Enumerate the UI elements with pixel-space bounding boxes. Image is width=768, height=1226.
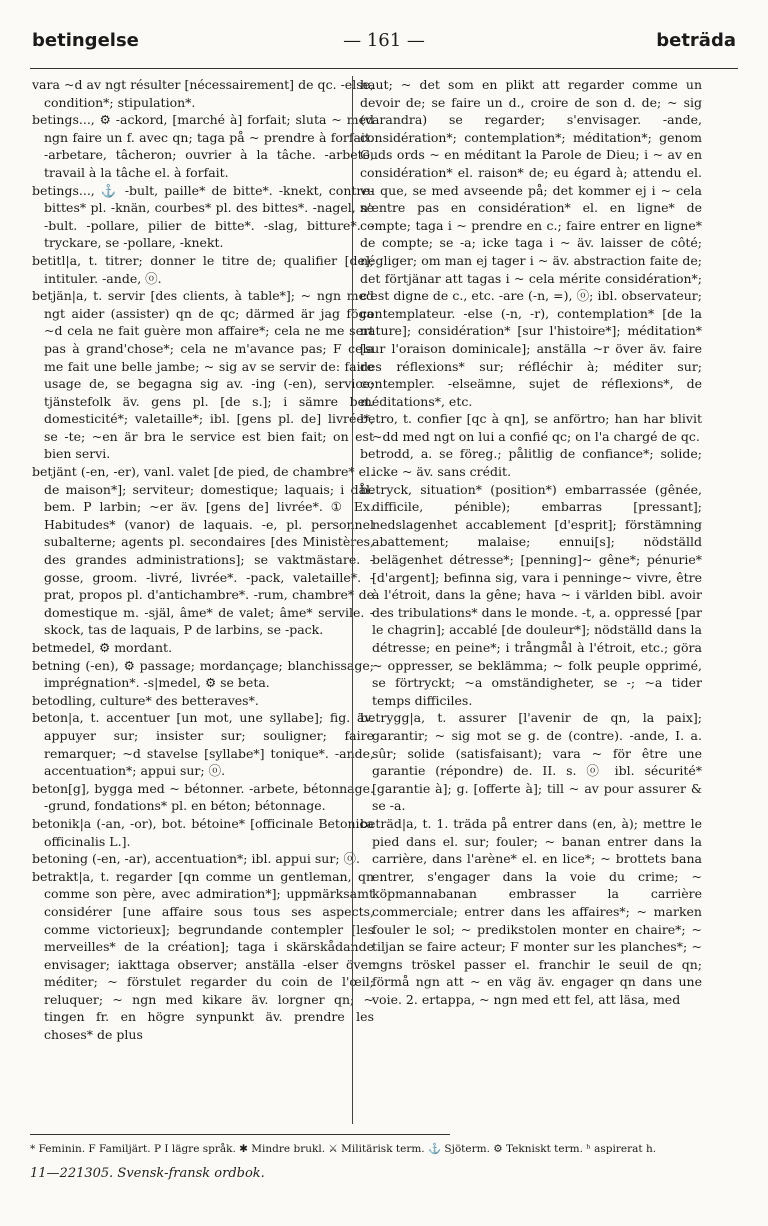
page-header [32,30,736,60]
entry: betrodd, a. se föreg.; pålitlig de confiance*; solide; icke ~ äv. sans crédit. [360,446,702,480]
entry: betrakt|a, t. regarder [qn comme un gentleman, qn comme son père, avec admiration*]; uppmärksamt considérer [une affaire sous tous ses aspects, comme victorieux]; begrundande contempler [les merveilles* de la création]; taga i skärskådande envisager; iakttaga observer; anställa -elser över méditer; ~ förstulet regarder du coin de l'œil; reluquer; ~ ngn med kikare äv. lorgner qn; ~ tingen fr. en högre synpunkt äv. prendre les choses* de plus [32,868,374,1043]
printer-imprint: 11—221305. Svensk-fransk ordbok. [30,1166,265,1181]
entry: beton[g], bygga med ~ bétonner. -arbete, bétonnage. -grund, fondations* pl. en béton; bétonnage. [32,780,374,814]
entry: betryck, situation* (position*) embarrassée (gênée, difficile, pénible); embarras [pressant]; nedslagenhet accablement [d'esprit]; förstämning abattement; malaise; ennui[s]; nödställd belägenhet détresse*; [penning]~ gêne*; pénurie* [d'argent]; befinna sig, vara i penninge~ vivre, être à l'étroit, dans la gêne; hava ~ i världen bibl. avoir des tribulations* dans le monde. -t, a. oppressé [par le chagrin]; accablé [de douleur*]; nödställd dans la détresse; en peine*; i trångmål à l'étroit, etc.; göra ~ oppresser, se beklämma; ~ folk peuple opprimé, se förtryckt; ~a omständigheter, se -; ~a tider temps difficiles. [360,481,702,708]
entry: betitl|a, t. titrer; donner le titre de; qualifier [de]; intituler. -ande, ⓞ. [32,252,374,286]
entry: betings..., ⚙ -ackord, [marché à] forfait; sluta ~ med ngn faire un f. avec qn; taga på ~ prendre à forfait. -arbetare, tâcheron; ouvrier à la tâche. -arbete, travail à la tâche el. à forfait. [32,112,374,180]
entry: betmedel, ⚙ mordant. [32,640,173,655]
entry: betonik|a (-an, -or), bot. bétoine* [officinale Betonica officinalis L.]. [32,815,374,849]
guide-word-left: betingelse [32,30,139,51]
entry: betning (-en), ⚙ passage; mordançage; blanchissage; imprégnation*. -s|medel, ⚙ se beta. [32,657,374,691]
right-column [360,76,702,1126]
column-divider [352,76,353,1124]
entry: betro, t. confier [qc à qn], se anförtro; han har blivit ~dd med ngt on lui a confié qc; on l'a chargé de qc. [360,411,702,444]
entry: betjän|a, t. servir [des clients, à table*]; ~ ngn med ngt aider (assister) qn de qc; därmed är jag föga ~d cela ne fait guère mon affaire*; cela ne me sert pas à grand'chose*; cela ne m'avance pas; F cela me fait une belle jambe; ~ sig av se servir de: faire usage de, se begagna sig av. -ing (-en), service; tjänstefolk äv. gens pl. [de s.]; i sämre bet. domesticité*; valetaille*; ibl. [gens pl. de] livrée*, se -te; ~en är bra le service est bien fait; on est bien servi. [32,288,374,462]
header-rule [30,68,738,69]
footnote-rule [30,1134,450,1135]
entry: betjänt (-en, -er), vanl. valet [de pied, de chambre* el. de maison*]; serviteur; domestique; laquais; i dål. bem. P larbin; ~er äv. [gens de] livrée*. ① Ex. Habitudes* (vanor) de laquais. -e, pl. personnel subalterne; agents pl. secondaires [des Ministères, des grandes administrations]; se vaktmästare. -gosse, groom. -livré, livrée*. -pack, valetaille*. -prat, propos pl. d'antichambre*. -rum, chambre* de domestique m. -själ, âme* de valet; âme* servile. -skock, tas de laquais, P de larbins, se -pack. [32,464,374,638]
entry: vara ~d av ngt résulter [nécessairement] de qc. -else, condition*; stipulation*. [32,77,374,110]
entry: betrygg|a, t. assurer [l'avenir de qn, la paix]; garantir; ~ sig mot se g. de (contre). -ande, I. a. sûr; solide (satisfaisant); vara ~ för être une garantie (répondre) de. II. s. ⓞ ibl. sécurité* [garantie à]; g. [offerte à]; till ~ av pour assurer & se -a. [360,710,702,814]
entry: beträd|a, t. 1. träda på entrer dans (en, à); mettre le pied dans el. sur; fouler; ~ banan entrer dans la carrière, dans l'arène* el. en lice*; ~ brottets bana entrer, s'engager dans la voie du crime; ~ köpmannabanan embrasser la carrière commerciale; entrer dans les affaires*; ~ marken fouler le sol; ~ predikstolen monter en chaire*; ~ tiljan se faire acteur; F monter sur les planches*; ~ ngns tröskel passer el. franchir le seuil de qn; förmå ngn att ~ en väg äv. engager qn dans une voie. 2. ertappa, ~ ngn med ett fel, att läsa, med [360,815,702,1007]
entry: betodling, culture* des betteraves*. [32,692,259,708]
entry: betoning (-en, -ar), accentuation*; ibl. appui sur; ⓞ. [32,851,360,867]
entry: betings..., ⚓ -bult, paille* de bitte*. -knekt, contre-bittes* pl. -knän, courbes* pl. des bittes*. -nagel, se -bult. -pollare, pilier de bitte*. -slag, bitture*. -tryckare, se -pollare, -knekt. [32,182,374,251]
entry: beton|a, t. accentuer [un mot, une syllabe]; fig. äv. appuyer sur; insister sur; souligner; faire remarquer; ~d stavelse [syllabe*] tonique*. -ande, accentuation*; appui sur; ⓞ. [32,710,374,779]
entry-continuation: haut; ~ det som en plikt att regarder comme un devoir de; se faire un d., croire de son d. de; ~ sig (varandra) se regarder; s'envisager. -ande, considération*; contemplation*; méditation*; genom Guds ords ~ en méditant la Parole de Dieu; i ~ av en considération* el. raison* de; eu égard à; attendu el. vu que, se med avseende på; det kommer ej i ~ cela n'entre pas en considération* el. en ligne* de compte; taga i ~ prendre en c.; faire entrer en ligne* de compte; se -a; icke taga i ~ äv. laisser de côté; négliger; om man ej tager i ~ äv. abstraction faite de; det förtjänar att tagas i ~ cela mérite considération*; c'est digne de c., etc. -are (-n, =), ⓞ; ibl. observateur; contemplateur. -else (-n, -r), contemplation* [de la nature]; considération* [sur l'histoire*]; méditation* [sur l'oraison dominicale]; anställa ~r över äv. faire des réflexions* sur; réfléchir à; méditer sur; contempler. -elseämne, sujet de réflexions*, de méditations*, etc. [360,77,702,409]
left-column [32,76,374,1126]
page-number: — 161 — [343,30,425,51]
symbol-legend: * Feminin. F Familjärt. P I lägre språk. ✱ Mindre brukl. ⚔ Militärisk term. ⚓ Sjöterm. ⚙ Tekniskt term. ʰ aspirerat h. [30,1143,657,1155]
guide-word-right: beträda [656,30,736,51]
